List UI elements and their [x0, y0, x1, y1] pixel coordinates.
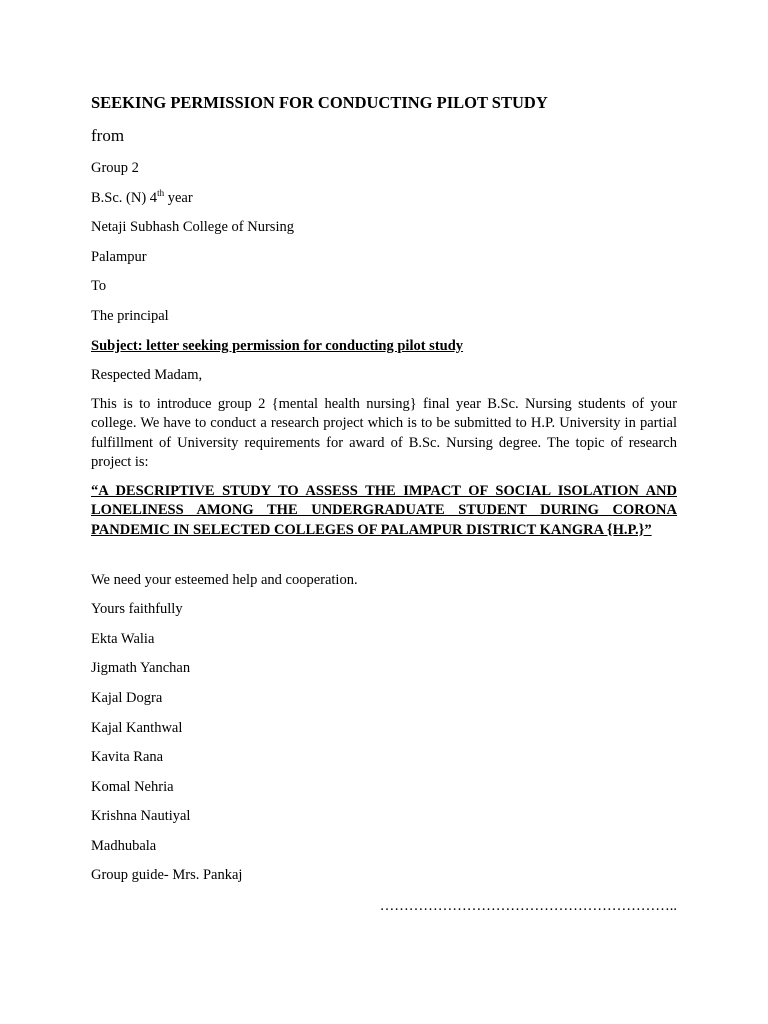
- sender-college: Netaji Subhash College of Nursing: [91, 219, 294, 235]
- closing: Yours faithfully: [91, 601, 183, 617]
- sender-group: Group 2: [91, 160, 139, 176]
- group-guide: Group guide- Mrs. Pankaj: [91, 867, 243, 883]
- letter-title: SEEKING PERMISSION FOR CONDUCTING PILOT STUDY: [91, 93, 548, 112]
- from-label: from: [91, 126, 125, 145]
- student-name: Komal Nehria: [91, 779, 174, 795]
- course-prefix: B.Sc. (N) 4: [91, 190, 158, 206]
- student-name: Madhubala: [91, 838, 157, 854]
- course-superscript: th: [157, 188, 165, 198]
- request-line: We need your esteemed help and cooperation.: [91, 572, 358, 588]
- body-paragraph: This is to introduce group 2 {mental health nursing} final year B.Sc. Nursing students of your college. We have to conduct a research project which is to be submitted to H.P. University in partial fulfillment of University requirements for award of B.Sc. Nursing degree. The topic of research project is:: [91, 396, 677, 470]
- student-name: Jigmath Yanchan: [91, 660, 191, 676]
- sender-course: [91, 189, 677, 207]
- research-topic: “A DESCRIPTIVE STUDY TO ASSESS THE IMPACT OF SOCIAL ISOLATION AND LONELINESS AMONG THE UNDERGRADUATE STUDENT DURING CORONA PANDEMIC IN SELECTED COLLEGES OF PALAMPUR DISTRICT KANGRA {H.P.}”: [91, 483, 677, 538]
- student-name: Krishna Nautiyal: [91, 808, 191, 824]
- salutation: Respected Madam,: [91, 367, 203, 383]
- student-name: Kajal Dogra: [91, 690, 163, 706]
- recipient: The principal: [91, 308, 169, 324]
- dotted-line: ……………………………………………………..: [379, 898, 677, 914]
- subject-line: Subject: letter seeking permission for conducting pilot study: [91, 338, 464, 354]
- student-name: Ekta Walia: [91, 631, 155, 647]
- course-suffix: year: [164, 190, 193, 206]
- sender-place: Palampur: [91, 249, 147, 265]
- student-name: Kajal Kanthwal: [91, 720, 183, 736]
- student-name: Kavita Rana: [91, 749, 164, 765]
- to-label: To: [91, 278, 107, 294]
